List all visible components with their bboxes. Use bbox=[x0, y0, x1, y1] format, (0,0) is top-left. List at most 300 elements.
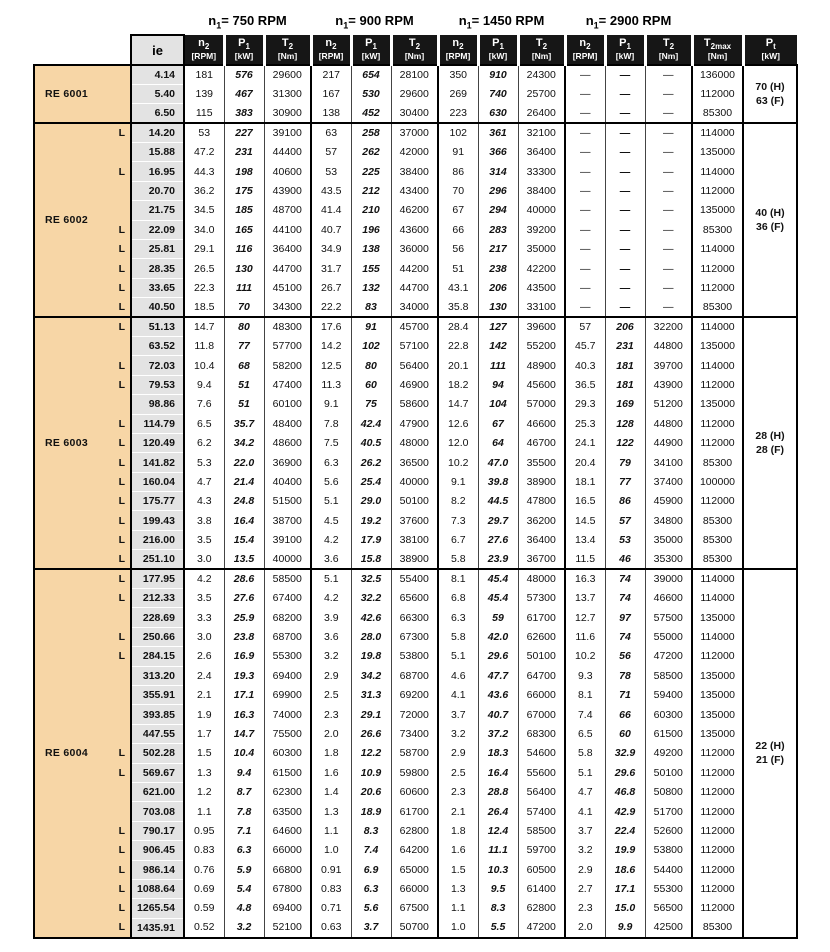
p1-value: 181 bbox=[605, 356, 645, 375]
n2-value: 269 bbox=[438, 84, 478, 103]
p1-value: 27.6 bbox=[224, 589, 264, 608]
l-marker: L bbox=[98, 162, 131, 181]
p1-value: 8.7 bbox=[224, 782, 264, 801]
t2max-value: 135000 bbox=[692, 395, 743, 414]
t2max-value: 114000 bbox=[692, 569, 743, 588]
t2-value: 28100 bbox=[391, 65, 438, 84]
n2-value: 34.5 bbox=[184, 201, 224, 220]
n2-value: 29.1 bbox=[184, 240, 224, 259]
n2-value: 7.5 bbox=[311, 433, 351, 452]
t2-value: 47200 bbox=[645, 647, 692, 666]
t2-value: 35000 bbox=[518, 240, 565, 259]
p1-value: 75 bbox=[351, 395, 391, 414]
ie-value: 621.00 bbox=[131, 782, 184, 801]
table-row bbox=[34, 821, 797, 840]
ie-value: 51.13 bbox=[131, 317, 184, 336]
n2-value: 22.8 bbox=[438, 336, 478, 355]
ie-value: 790.17 bbox=[131, 821, 184, 840]
n2-value: 9.1 bbox=[438, 472, 478, 491]
t2max-value: 135000 bbox=[692, 686, 743, 705]
t2-value: 69400 bbox=[264, 899, 311, 918]
model-label: RE 6004 bbox=[34, 569, 98, 937]
n2-value: 22.2 bbox=[311, 298, 351, 317]
p1-value: 238 bbox=[478, 259, 518, 278]
table-row bbox=[34, 472, 797, 491]
n2-value: 18.2 bbox=[438, 375, 478, 394]
t2-value: 43900 bbox=[645, 375, 692, 394]
p1-value: 53 bbox=[605, 530, 645, 549]
p1-value: 217 bbox=[478, 240, 518, 259]
n2-value: 0.91 bbox=[311, 860, 351, 879]
p1-column-header: $P_1$ [kW] bbox=[478, 35, 518, 65]
p1-value: 67 bbox=[478, 414, 518, 433]
n2-value: 3.5 bbox=[184, 589, 224, 608]
n2-value: 4.7 bbox=[184, 472, 224, 491]
p1-value: 383 bbox=[224, 104, 264, 123]
table-row bbox=[34, 395, 797, 414]
t2-value: 61400 bbox=[518, 879, 565, 898]
p1-value: 4.8 bbox=[224, 899, 264, 918]
n2-value: 5.1 bbox=[311, 569, 351, 588]
table-row bbox=[34, 433, 797, 452]
p1-value: 37.2 bbox=[478, 724, 518, 743]
t2-value: 36400 bbox=[518, 530, 565, 549]
n2-value: 4.6 bbox=[438, 666, 478, 685]
n2-value: 6.3 bbox=[438, 608, 478, 627]
n2-value: 1.6 bbox=[438, 841, 478, 860]
t2-value: 57700 bbox=[264, 336, 311, 355]
n2-value: 0.76 bbox=[184, 860, 224, 879]
n2-value: 7.8 bbox=[311, 414, 351, 433]
l-marker: L bbox=[98, 589, 131, 608]
p1-value: 165 bbox=[224, 220, 264, 239]
l-marker bbox=[98, 686, 131, 705]
t2-value: 45600 bbox=[518, 375, 565, 394]
t2-value: — bbox=[645, 278, 692, 297]
p1-value: 283 bbox=[478, 220, 518, 239]
table-row bbox=[34, 782, 797, 801]
speed-band-750rpm: $n_1= 750$ RPM bbox=[184, 8, 311, 35]
l-marker: L bbox=[98, 123, 131, 142]
t2-value: 44800 bbox=[645, 336, 692, 355]
n2-value: 29.3 bbox=[565, 395, 605, 414]
t2-value: 47900 bbox=[391, 414, 438, 433]
ratings-table-container bbox=[33, 8, 798, 939]
t2-value: 59700 bbox=[518, 841, 565, 860]
p1-value: 31.3 bbox=[351, 686, 391, 705]
t2-value: 40000 bbox=[518, 201, 565, 220]
p1-value: 740 bbox=[478, 84, 518, 103]
p1-value: 576 bbox=[224, 65, 264, 84]
p1-value: 20.6 bbox=[351, 782, 391, 801]
n2-value: 3.6 bbox=[311, 550, 351, 569]
l-marker bbox=[98, 181, 131, 200]
gear-ratings-table bbox=[33, 8, 798, 939]
n2-value: 36.5 bbox=[565, 375, 605, 394]
p1-value: — bbox=[605, 220, 645, 239]
ie-value: 160.04 bbox=[131, 472, 184, 491]
l-marker: L bbox=[98, 240, 131, 259]
t2-value: 45100 bbox=[264, 278, 311, 297]
n2-value: — bbox=[565, 201, 605, 220]
p1-value: 122 bbox=[605, 433, 645, 452]
p1-value: 225 bbox=[351, 162, 391, 181]
n2-value: 11.8 bbox=[184, 336, 224, 355]
t2max-value: 136000 bbox=[692, 65, 743, 84]
t2-value: 35300 bbox=[645, 550, 692, 569]
n2-value: 6.3 bbox=[311, 453, 351, 472]
t2-value: 68300 bbox=[518, 724, 565, 743]
p1-value: 15.0 bbox=[605, 899, 645, 918]
l-marker: L bbox=[98, 821, 131, 840]
l-marker: L bbox=[98, 744, 131, 763]
n2-value: 3.9 bbox=[311, 608, 351, 627]
t2-value: 42200 bbox=[518, 259, 565, 278]
n2-value: 138 bbox=[311, 104, 351, 123]
model-group-re-6001 bbox=[34, 65, 797, 123]
t2max-value: 135000 bbox=[692, 705, 743, 724]
t2max-value: 112000 bbox=[692, 259, 743, 278]
n2-value: 26.5 bbox=[184, 259, 224, 278]
p1-value: 9.9 bbox=[605, 918, 645, 937]
t2-value: 39700 bbox=[645, 356, 692, 375]
p1-value: 18.6 bbox=[605, 860, 645, 879]
p1-value: 530 bbox=[351, 84, 391, 103]
t2-value: 67300 bbox=[391, 627, 438, 646]
t2-value: — bbox=[645, 298, 692, 317]
table-row bbox=[34, 220, 797, 239]
p1-value: 206 bbox=[605, 317, 645, 336]
ie-value: 15.88 bbox=[131, 143, 184, 162]
t2-value: 62600 bbox=[518, 627, 565, 646]
l-marker bbox=[98, 201, 131, 220]
pt-value: 28 (H) 28 (F) bbox=[743, 317, 797, 569]
p1-value: 6.3 bbox=[224, 841, 264, 860]
t2-value: — bbox=[645, 84, 692, 103]
p1-value: 13.5 bbox=[224, 550, 264, 569]
p1-value: 294 bbox=[478, 201, 518, 220]
t2-value: 56400 bbox=[391, 356, 438, 375]
table-row bbox=[34, 744, 797, 763]
n2-column-header: $n_2$ [RPM] bbox=[311, 35, 351, 65]
t2-value: 66000 bbox=[264, 841, 311, 860]
t2-value: 43400 bbox=[391, 181, 438, 200]
table-row bbox=[34, 918, 797, 937]
t2-value: — bbox=[645, 162, 692, 181]
p1-value: 43.6 bbox=[478, 686, 518, 705]
n2-value: 18.5 bbox=[184, 298, 224, 317]
p1-value: 77 bbox=[224, 336, 264, 355]
p1-column-header: $P_1$ [kW] bbox=[605, 35, 645, 65]
t2max-value: 135000 bbox=[692, 143, 743, 162]
pt-value: 22 (H) 21 (F) bbox=[743, 569, 797, 937]
t2-value: 46200 bbox=[391, 201, 438, 220]
ie-value: 228.69 bbox=[131, 608, 184, 627]
l-marker: L bbox=[98, 918, 131, 937]
l-marker: L bbox=[98, 433, 131, 452]
n2-value: 5.8 bbox=[438, 627, 478, 646]
l-marker: L bbox=[98, 356, 131, 375]
t2-value: 39600 bbox=[518, 317, 565, 336]
speed-band-2900rpm: $n_1= 2900$ RPM bbox=[565, 8, 692, 35]
n2-value: 17.6 bbox=[311, 317, 351, 336]
n2-value: 4.2 bbox=[311, 530, 351, 549]
n2-value: 4.2 bbox=[311, 589, 351, 608]
t2-value: 36700 bbox=[518, 550, 565, 569]
p1-value: 132 bbox=[351, 278, 391, 297]
l-marker bbox=[98, 395, 131, 414]
t2-value: 32200 bbox=[645, 317, 692, 336]
ie-value: 250.66 bbox=[131, 627, 184, 646]
t2max-value: 112000 bbox=[692, 860, 743, 879]
t2-value: 66000 bbox=[518, 686, 565, 705]
ie-value: 1088.64 bbox=[131, 879, 184, 898]
p1-value: 60 bbox=[351, 375, 391, 394]
p1-value: 17.9 bbox=[351, 530, 391, 549]
p1-value: 19.3 bbox=[224, 666, 264, 685]
t2-value: 53800 bbox=[645, 841, 692, 860]
ie-value: 251.10 bbox=[131, 550, 184, 569]
t2-value: — bbox=[645, 259, 692, 278]
p1-value: 39.8 bbox=[478, 472, 518, 491]
t2-value: 48400 bbox=[264, 414, 311, 433]
n2-value: 6.8 bbox=[438, 589, 478, 608]
t2-value: 40600 bbox=[264, 162, 311, 181]
t2-value: 34300 bbox=[264, 298, 311, 317]
ie-value: 569.67 bbox=[131, 763, 184, 782]
t2-value: 49200 bbox=[645, 744, 692, 763]
p1-value: — bbox=[605, 278, 645, 297]
t2-value: 34100 bbox=[645, 453, 692, 472]
l-marker: L bbox=[98, 492, 131, 511]
p1-value: 34.2 bbox=[224, 433, 264, 452]
ie-value: 79.53 bbox=[131, 375, 184, 394]
t2-value: 55000 bbox=[645, 627, 692, 646]
p1-value: — bbox=[605, 84, 645, 103]
n2-value: — bbox=[565, 143, 605, 162]
n2-value: 28.4 bbox=[438, 317, 478, 336]
p1-value: 9.4 bbox=[224, 763, 264, 782]
n2-value: 0.52 bbox=[184, 918, 224, 937]
t2-value: 58600 bbox=[391, 395, 438, 414]
p1-value: 28.0 bbox=[351, 627, 391, 646]
p1-value: 97 bbox=[605, 608, 645, 627]
p1-column-header: $P_1$ [kW] bbox=[351, 35, 391, 65]
p1-value: 8.3 bbox=[478, 899, 518, 918]
t2-value: 58200 bbox=[264, 356, 311, 375]
l-marker bbox=[98, 705, 131, 724]
n2-value: 9.3 bbox=[565, 666, 605, 685]
p1-value: 32.2 bbox=[351, 589, 391, 608]
p1-value: 42.4 bbox=[351, 414, 391, 433]
p1-value: 74 bbox=[605, 589, 645, 608]
t2-value: 64600 bbox=[264, 821, 311, 840]
ie-value: 16.95 bbox=[131, 162, 184, 181]
t2-value: 55300 bbox=[264, 647, 311, 666]
n2-value: 2.0 bbox=[565, 918, 605, 937]
t2-value: 31300 bbox=[264, 84, 311, 103]
n2-value: 43.5 bbox=[311, 181, 351, 200]
n2-value: 6.7 bbox=[438, 530, 478, 549]
p1-value: 138 bbox=[351, 240, 391, 259]
t2-value: 26400 bbox=[518, 104, 565, 123]
t2-value: 67400 bbox=[264, 589, 311, 608]
p1-value: 16.9 bbox=[224, 647, 264, 666]
l-marker bbox=[98, 336, 131, 355]
t2-column-header: $T_2$ [Nm] bbox=[518, 35, 565, 65]
p1-value: 74 bbox=[605, 569, 645, 588]
t2-value: 56400 bbox=[518, 782, 565, 801]
t2-value: 72000 bbox=[391, 705, 438, 724]
n2-value: 115 bbox=[184, 104, 224, 123]
p1-value: 79 bbox=[605, 453, 645, 472]
l-marker bbox=[98, 782, 131, 801]
t2-value: 60300 bbox=[264, 744, 311, 763]
p1-value: 5.9 bbox=[224, 860, 264, 879]
l-marker: L bbox=[98, 472, 131, 491]
t2-value: 36500 bbox=[391, 453, 438, 472]
t2max-value: 135000 bbox=[692, 336, 743, 355]
ie-value: 33.65 bbox=[131, 278, 184, 297]
t2-value: 36000 bbox=[391, 240, 438, 259]
t2-value: 38700 bbox=[264, 511, 311, 530]
t2max-value: 114000 bbox=[692, 356, 743, 375]
n2-value: 70 bbox=[438, 181, 478, 200]
p1-value: 111 bbox=[478, 356, 518, 375]
p1-value: 42.0 bbox=[478, 627, 518, 646]
t2-value: 55400 bbox=[391, 569, 438, 588]
t2-value: 29600 bbox=[264, 65, 311, 84]
p1-value: — bbox=[605, 259, 645, 278]
table-row bbox=[34, 375, 797, 394]
n2-value: 11.3 bbox=[311, 375, 351, 394]
t2-value: 68700 bbox=[264, 627, 311, 646]
t2-value: 58500 bbox=[645, 666, 692, 685]
p1-value: 94 bbox=[478, 375, 518, 394]
t2max-value: 112000 bbox=[692, 879, 743, 898]
t2-value: 46900 bbox=[391, 375, 438, 394]
speed-band-900rpm: $n_1= 900$ RPM bbox=[311, 8, 438, 35]
p1-value: 196 bbox=[351, 220, 391, 239]
t2-value: 60500 bbox=[518, 860, 565, 879]
t2-column-header: $T_2$ [Nm] bbox=[391, 35, 438, 65]
t2-value: 56500 bbox=[645, 899, 692, 918]
n2-value: 7.6 bbox=[184, 395, 224, 414]
l-marker: L bbox=[98, 550, 131, 569]
t2-value: 40000 bbox=[391, 472, 438, 491]
p1-value: 59 bbox=[478, 608, 518, 627]
n2-value: 3.7 bbox=[565, 821, 605, 840]
p1-value: 45.4 bbox=[478, 589, 518, 608]
n2-value: 0.83 bbox=[184, 841, 224, 860]
table-row bbox=[34, 550, 797, 569]
p1-value: 40.7 bbox=[478, 705, 518, 724]
p1-value: 210 bbox=[351, 201, 391, 220]
n2-value: — bbox=[565, 278, 605, 297]
t2-value: 47200 bbox=[518, 918, 565, 937]
n2-column-header: $n_2$ [RPM] bbox=[565, 35, 605, 65]
n2-value: 12.5 bbox=[311, 356, 351, 375]
t2-value: — bbox=[645, 201, 692, 220]
p1-value: 10.3 bbox=[478, 860, 518, 879]
t2-value: 51700 bbox=[645, 802, 692, 821]
l-marker bbox=[98, 608, 131, 627]
n2-value: 1.7 bbox=[184, 724, 224, 743]
p1-value: 27.6 bbox=[478, 530, 518, 549]
ie-value: 284.15 bbox=[131, 647, 184, 666]
t2-value: 62800 bbox=[391, 821, 438, 840]
t2-value: 48000 bbox=[518, 569, 565, 588]
p1-value: 17.1 bbox=[605, 879, 645, 898]
n2-value: 2.1 bbox=[184, 686, 224, 705]
n2-value: 2.3 bbox=[311, 705, 351, 724]
t2-value: — bbox=[645, 181, 692, 200]
t2max-value: 112000 bbox=[692, 647, 743, 666]
ie-value: 40.50 bbox=[131, 298, 184, 317]
n2-value: 3.0 bbox=[184, 550, 224, 569]
t2-value: 54400 bbox=[645, 860, 692, 879]
p1-value: 25.9 bbox=[224, 608, 264, 627]
p1-value: 11.1 bbox=[478, 841, 518, 860]
l-marker: L bbox=[98, 763, 131, 782]
p1-value: 26.4 bbox=[478, 802, 518, 821]
ie-value: 141.82 bbox=[131, 453, 184, 472]
p1-value: 169 bbox=[605, 395, 645, 414]
p1-value: 60 bbox=[605, 724, 645, 743]
n2-value: 47.2 bbox=[184, 143, 224, 162]
p1-value: — bbox=[605, 143, 645, 162]
t2-value: 39100 bbox=[264, 123, 311, 142]
p1-value: 467 bbox=[224, 84, 264, 103]
table-row bbox=[34, 686, 797, 705]
t2-value: 47400 bbox=[264, 375, 311, 394]
l-marker: L bbox=[98, 511, 131, 530]
p1-value: 56 bbox=[605, 647, 645, 666]
t2-value: 52100 bbox=[264, 918, 311, 937]
t2max-value: 114000 bbox=[692, 162, 743, 181]
table-row bbox=[34, 278, 797, 297]
t2-value: 69900 bbox=[264, 686, 311, 705]
n2-value: 3.2 bbox=[311, 647, 351, 666]
n2-value: 350 bbox=[438, 65, 478, 84]
t2-value: 60100 bbox=[264, 395, 311, 414]
n2-value: 1.0 bbox=[311, 841, 351, 860]
p1-value: — bbox=[605, 123, 645, 142]
p1-value: 16.3 bbox=[224, 705, 264, 724]
n2-value: 31.7 bbox=[311, 259, 351, 278]
t2-value: 50800 bbox=[645, 782, 692, 801]
n2-value: — bbox=[565, 123, 605, 142]
t2-column-header: $T_2$ [Nm] bbox=[645, 35, 692, 65]
n2-value: 1.3 bbox=[438, 879, 478, 898]
n2-value: 1.6 bbox=[311, 763, 351, 782]
p1-value: 74 bbox=[605, 627, 645, 646]
n2-value: 10.2 bbox=[565, 647, 605, 666]
l-marker bbox=[98, 666, 131, 685]
t2-value: 68700 bbox=[391, 666, 438, 685]
p1-value: 70 bbox=[224, 298, 264, 317]
n2-value: 1.0 bbox=[438, 918, 478, 937]
p1-value: 51 bbox=[224, 395, 264, 414]
ie-value: 175.77 bbox=[131, 492, 184, 511]
t2max-value: 135000 bbox=[692, 666, 743, 685]
p1-value: 34.2 bbox=[351, 666, 391, 685]
n2-value: 0.95 bbox=[184, 821, 224, 840]
n2-value: 1.4 bbox=[311, 782, 351, 801]
p1-value: 21.4 bbox=[224, 472, 264, 491]
p1-value: 66 bbox=[605, 705, 645, 724]
n2-value: 0.83 bbox=[311, 879, 351, 898]
